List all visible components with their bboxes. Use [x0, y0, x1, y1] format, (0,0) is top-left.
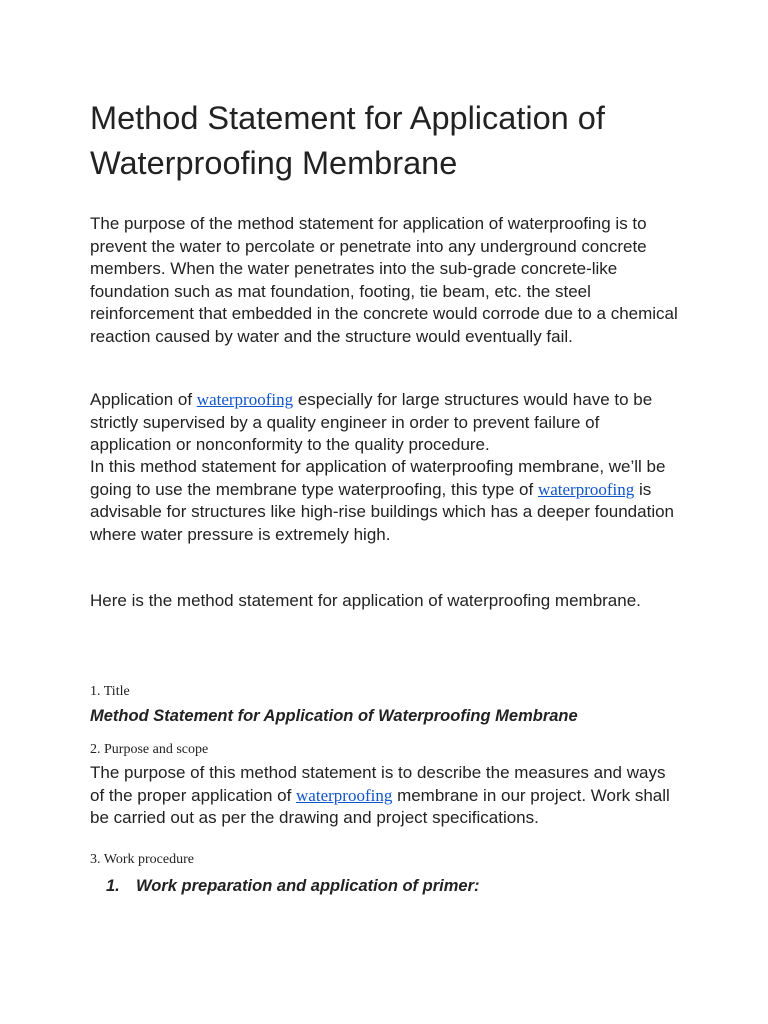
waterproofing-link[interactable]: waterproofing: [537, 479, 635, 499]
waterproofing-link[interactable]: waterproofing: [296, 785, 393, 805]
membrane-type-paragraph: [90, 456, 680, 546]
purpose-text-end: membrane in our project. Work shall be carried out as per the drawing and project specifications.: [90, 785, 670, 827]
membrane-text-start: In this method statement for application of waterproofing membrane, we’ll be going to use the membrane type waterproofing, this type of: [90, 457, 666, 499]
application-text-end: especially for large structures would have to be strictly supervised by a quality engineer in order to prevent failure of application or nonconformity to the quality procedure.: [90, 390, 653, 454]
waterproofing-link[interactable]: waterproofing: [196, 390, 294, 409]
application-text-start: Application of: [90, 390, 197, 409]
section-procedure-heading: 3. Work procedure: [90, 852, 194, 867]
section-purpose-heading: 2. Purpose and scope: [90, 742, 209, 757]
list-item-text: Work preparation and application of primer:: [136, 877, 480, 895]
purpose-paragraph: [90, 762, 680, 830]
membrane-text-end: is advisable for structures like high-rise buildings which has a deeper foundation where water pressure is extremely high.: [90, 479, 675, 544]
list-item: [106, 875, 480, 897]
purpose-text-start: The purpose of this method statement is to describe the measures and ways of the proper application of: [90, 763, 666, 805]
page-title: Method Statement for Application of Waterproofing Membrane: [90, 100, 605, 181]
application-paragraph: [90, 389, 680, 457]
section-title-heading: 1. Title: [90, 684, 130, 699]
intro-paragraph: The purpose of the method statement for application of waterproofing is to prevent the water to percolate or penetrate into any underground concrete members. When the water penetrates into the sub-grade concrete-like foundation such as mat foundation, footing, tie beam, etc. the steel reinforcement that embedded in the concrete would corrode due to a chemical reaction caused by water and the structure would eventually fail.: [90, 214, 678, 346]
intro-to-method-paragraph: Here is the method statement for application of waterproofing membrane.: [90, 591, 641, 610]
section-title-text: Method Statement for Application of Waterproofing Membrane: [90, 707, 578, 725]
list-item-number: 1.: [106, 877, 120, 895]
